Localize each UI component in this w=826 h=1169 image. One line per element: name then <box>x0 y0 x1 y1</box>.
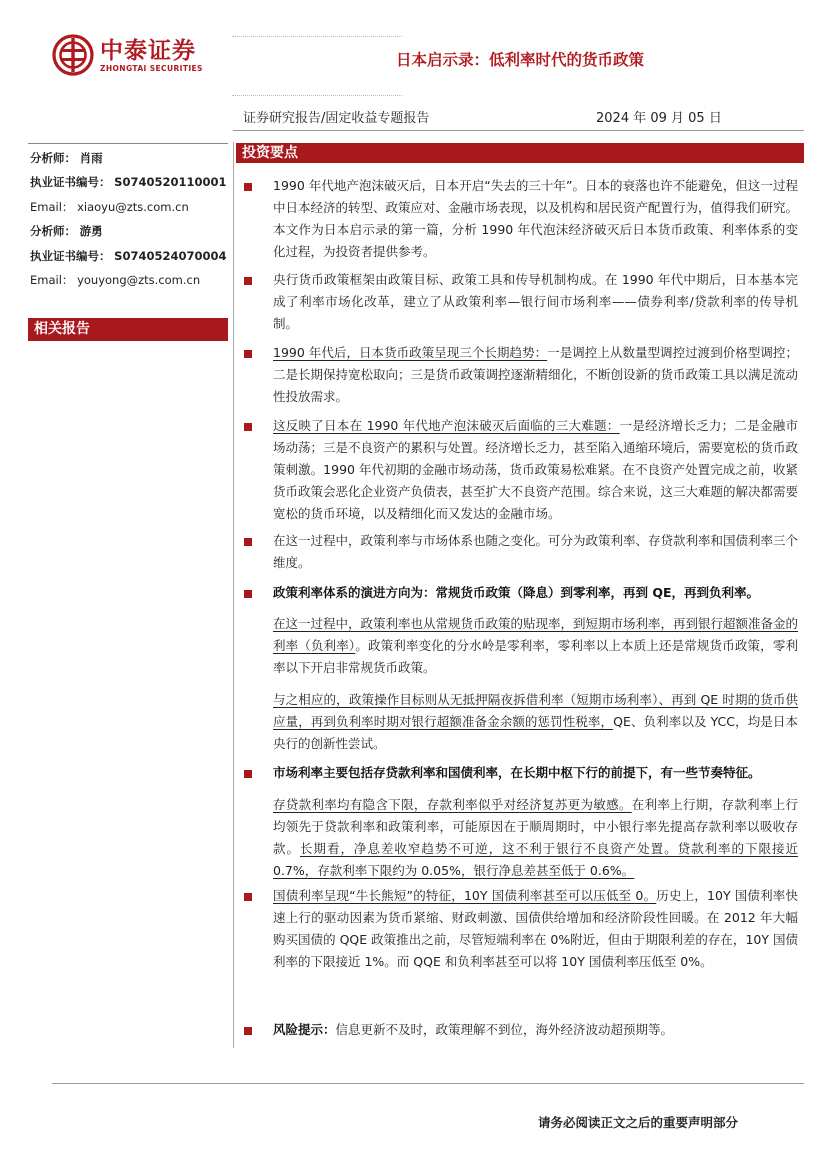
analyst-email[interactable]: xiaoyu@zts.com.cn <box>77 199 189 214</box>
email-label: Email： <box>30 199 74 214</box>
risk-text: 信息更新不及时，政策理解不到位，海外经济波动超预期等。 <box>335 1022 674 1037</box>
paragraph-4-underline: 这反映了日本在 1990 年代地产泡沫破灭后面临的三大难题： <box>273 418 620 433</box>
bullet-icon <box>244 538 252 546</box>
cert-number: S0740520110001 <box>114 175 227 190</box>
bullet-icon <box>244 183 252 191</box>
company-logo <box>52 34 203 76</box>
paragraph-11-underline: 国债利率呈现“牛长熊短”的特征，10Y 国债利率甚至可以压低至 0。 <box>273 888 657 903</box>
risk-warning <box>273 1019 798 1041</box>
bullet-icon <box>244 893 252 901</box>
analyst-email[interactable]: youyong@zts.com.cn <box>77 273 201 288</box>
analyst-info <box>30 146 226 292</box>
analyst-1-name-row <box>30 146 226 170</box>
bullet-icon <box>244 277 252 285</box>
section-heading: 投资要点 <box>236 143 804 163</box>
paragraph-3-underline: 1990 年代后，日本货币政策呈现三个长期趋势： <box>273 345 548 360</box>
paragraph-11-text: 历史上，10Y 国债利率快速上行的驱动因素为货币紧缩、财政刺激、国债供给增加和经济阶段性回暖。在 2012 年大幅购买国债的 QQE 政策推出之前，尽管短端利率在 0%附近，但由于期限利差的存在，10Y 国债利率的下限接近 1%。而 QQE 和负利率甚至可以将 10Y 国债利率压低至 0%。 <box>273 888 799 969</box>
paragraph-2: 央行货币政策框架由政策目标、政策工具和传导机制构成。在 1990 年代中期后，日本基本完成了利率市场化改革，建立了从政策利率—银行间市场利率——债券利率/贷款利率的传导机制。 <box>273 272 798 331</box>
report-date: 2024 年 09 月 05 日 <box>596 111 722 126</box>
header-dots-bottom <box>232 95 402 96</box>
analyst-1-email-row <box>30 195 226 219</box>
paragraph-8 <box>273 689 798 755</box>
paragraph-5: 在这一过程中，政策利率与市场体系也随之变化。可分为政策利率、存贷款利率和国债利率三个维度。 <box>273 533 799 570</box>
paragraph-3-text: 一是调控上从数量型调控过渡到价格型调控；二是长期保持宽松取向；三是货币政策调控逐渐精细化，不断创设新的货币政策工具以满足流动性投放需求。 <box>273 345 799 404</box>
bullet-icon <box>244 423 252 431</box>
risk-label: 风险提示： <box>273 1022 336 1037</box>
paragraph-3 <box>273 342 798 408</box>
bullet-icon <box>244 770 252 778</box>
paragraph-10-underline-2: 长期看，净息差收窄趋势不可逆，这不利于银行不良资产处置。贷款利率的下限接近 0.7%，存款利率下限约为 0.05%，银行净息差甚至低于 0.6%。 <box>273 841 798 878</box>
report-type: 证券研究报告/固定收益专题报告 <box>243 111 430 126</box>
paragraph-6: 政策利率体系的演进方向为：常规货币政策（降息）到零利率，再到 QE，再到负利率。 <box>273 585 760 600</box>
bullet-icon <box>244 1027 252 1035</box>
paragraph-11 <box>273 885 798 973</box>
analyst-label: 分析师： <box>30 151 76 165</box>
analyst-2-name-row <box>30 219 226 243</box>
paragraph-8-text: QE、负利率以及 YCC，均是日本央行的创新性尝试。 <box>273 714 798 751</box>
report-title: 日本启示录：低利率时代的货币政策 <box>396 51 645 69</box>
paragraph-8-underline: 与之相应的，政策操作目标则从无抵押隔夜拆借利率（短期市场利率）、再到 QE 时期的货币供应量，再到负利率时期对银行超额准备金余额的惩罚性税率， <box>273 692 798 729</box>
analyst-2-cert-row <box>30 244 226 268</box>
paragraph-4 <box>273 415 798 525</box>
cert-number: S0740524070004 <box>114 248 227 263</box>
zhongtai-logo-icon <box>52 34 94 76</box>
paragraph-10-text: 在利率上行期，存款利率上行均领先于贷款利率和政策利率，可能原因在于顺周期时，中小银行率先提高存款利率以吸收存款。 <box>273 797 798 856</box>
footer-divider <box>52 1083 804 1084</box>
analyst-label: 分析师： <box>30 224 76 239</box>
header-dots-top <box>232 36 402 37</box>
cert-label: 执业证书编号： <box>30 175 111 190</box>
header-divider <box>233 130 804 131</box>
paragraph-9: 市场利率主要包括存贷款利率和国债利率，在长期中枢下行的前提下，有一些节奏特征。 <box>273 765 761 780</box>
cert-label: 执业证书编号： <box>30 248 111 263</box>
paragraph-7-text: 。政策利率变化的分水岭是零利率，零利率以上本质上还是常规货币政策，零利率以下开启非常规货币政策。 <box>273 638 798 675</box>
analyst-2-email-row <box>30 268 226 292</box>
brand-name-cn: 中泰证券 <box>100 37 196 64</box>
footer-disclaimer: 请务必阅读正文之后的重要声明部分 <box>538 1115 739 1130</box>
paragraph-7 <box>273 613 798 679</box>
column-divider <box>233 142 234 1048</box>
related-reports-heading: 相关报告 <box>28 318 228 341</box>
paragraph-1: 1990 年代地产泡沫破灭后，日本开启“失去的三十年”。日本的衰落也许不能避免，但这一过程中日本经济的转型、政策应对、金融市场表现，以及机构和居民资产配置行为，值得我们研究。本文作为日本启示录的第一篇，分析 1990 年代泡沫经济破灭后日本货币政策、利率体系的变化过程，为投资者提供参考。 <box>273 178 799 259</box>
paragraph-10 <box>273 794 798 882</box>
logo-text <box>100 38 203 73</box>
paragraph-4-text: 一是经济增长乏力；二是金融市场动荡；三是不良资产的累积与处置。经济增长乏力，甚至陷入通缩环境后，需要宽松的货币政策刺激。1990 年代初期的金融市场动荡，货币政策易松难紧。在不良资产处置完成之前，收紧货币政策会恶化企业资产负债表，甚至扩大不良资产范围。综合来说，这三大难题的解决都需要宽松的货币环境，以及精细化而又发达的金融市场。 <box>273 418 799 521</box>
email-label: Email： <box>30 273 74 288</box>
analyst-1-cert-row <box>30 170 226 194</box>
paragraph-7-underline: 在这一过程中，政策利率也从常规货币政策的贴现率，到短期市场利率，再到银行超额准备金的利率（负利率） <box>273 616 799 653</box>
bullet-icon <box>244 350 252 358</box>
bullet-icon <box>244 590 252 598</box>
analyst-name: 游勇 <box>79 224 103 239</box>
paragraph-10-underline: 存贷款利率均有隐含下限，存款利率似乎对经济复苏更为敏感。 <box>273 797 632 812</box>
left-top-divider <box>28 143 228 144</box>
brand-name-en: ZHONGTAI SECURITIES <box>100 63 203 73</box>
analyst-name: 肖雨 <box>79 151 103 165</box>
